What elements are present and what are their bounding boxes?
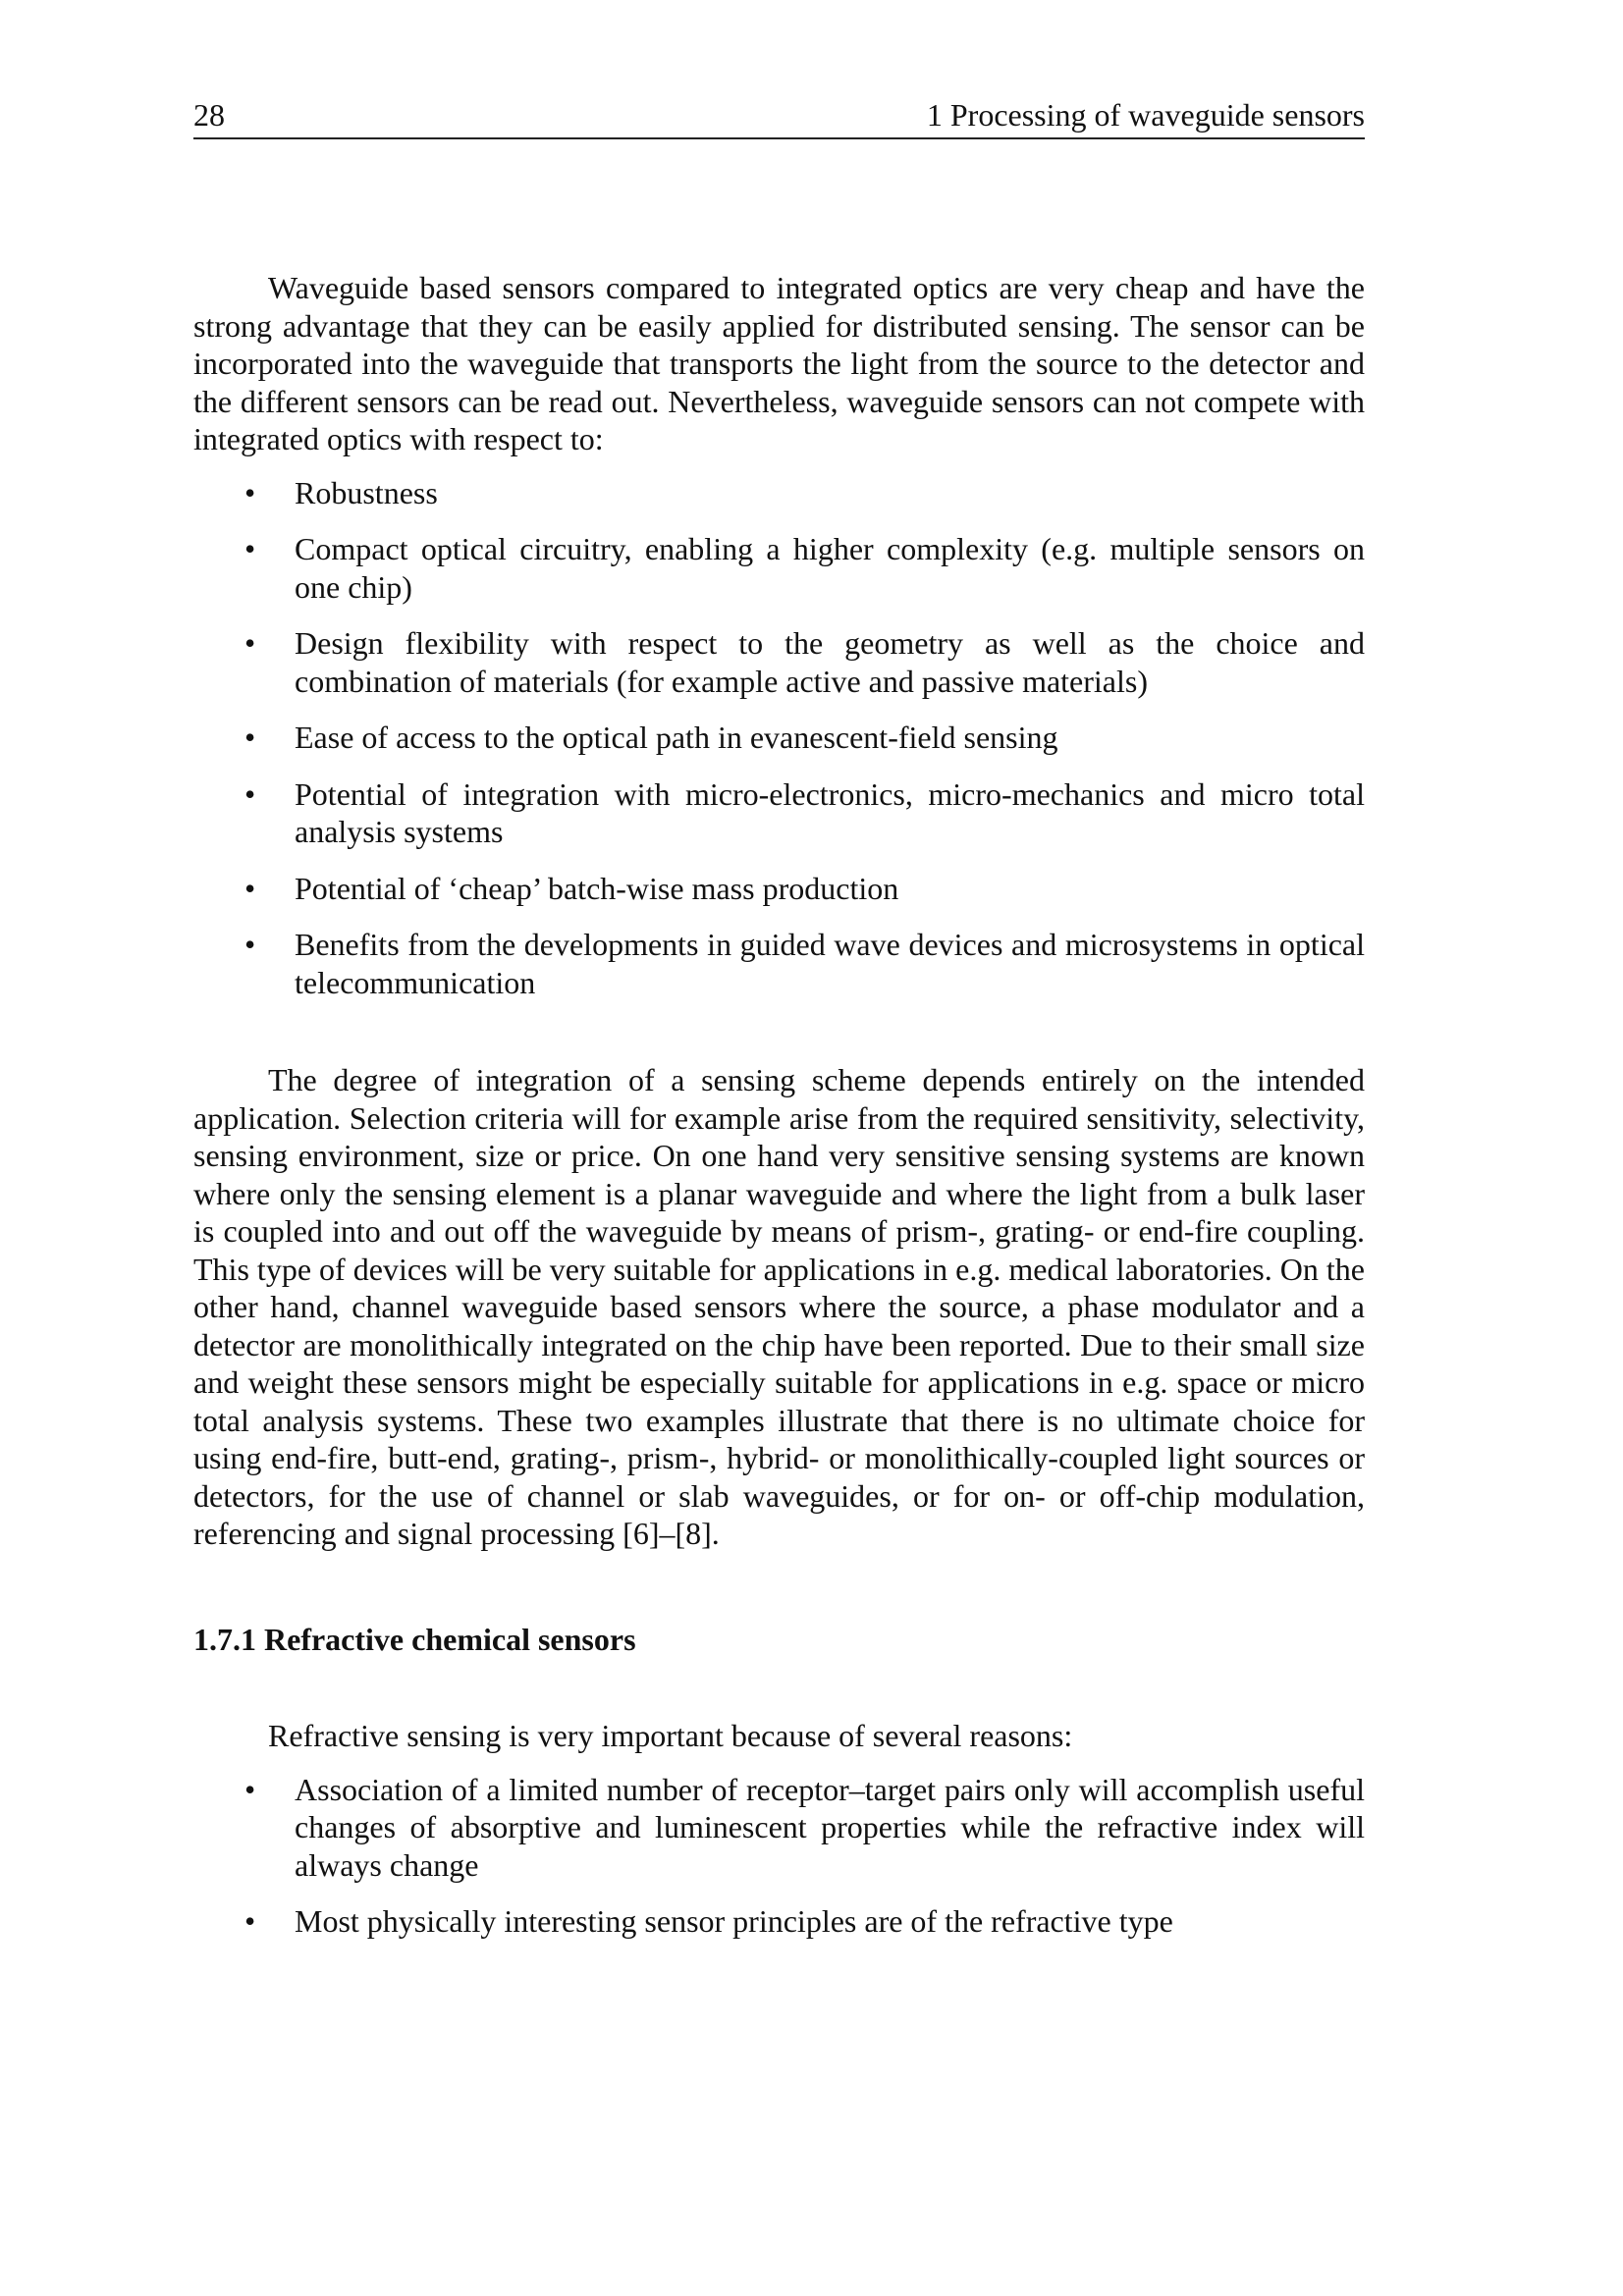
list-item xyxy=(193,1771,1365,1885)
bullet-icon: • xyxy=(244,474,256,510)
body-paragraph: The degree of integration of a sensing scheme depends entirely on the intended application. Selection criteria will for example arise from the required sensitivity, selectivity, sensing environment, size or price. On one hand very sensitive sensing systems are known where only the sensing element is a planar waveguide and where the light from a bulk laser is coupled into and out off the waveguide by means of prism-, grating- or end-fire coupling. This type of devices will be very suitable for applications in e.g. medical laboratories. On the other hand, channel waveguide based sensors where the source, a phase modulator and a detector are monolithically integrated on the chip have been reported. Due to their small size and weight these sensors might be especially suitable for applications in e.g. space or micro total analysis systems. These two examples illustrate that there is no ultimate choice for using end-fire, butt-end, grating-, prism-, hybrid- or monolithically-coupled light sources or detectors, for the use of channel or slab waveguides, or for on- or off-chip modulation, referencing and signal processing [6]–[8]. xyxy=(193,1062,1365,1551)
bullet-icon: • xyxy=(244,531,256,566)
list-item xyxy=(193,870,1365,908)
list-item-text: Most physically interesting sensor principles are of the refractive type xyxy=(295,1903,1173,1939)
bullet-icon: • xyxy=(244,775,256,812)
page-content xyxy=(193,269,1365,1959)
body-paragraph: Waveguide based sensors compared to integrated optics are very cheap and have the strong advantage that they can be easily applied for distributed sensing. The sensor can be incorporated into the waveguide that transports the light from the source to the detector and the different sensors can be read out. Nevertheless, waveguide sensors can not compete with integrated optics with respect to: xyxy=(193,270,1365,456)
list-item xyxy=(193,530,1365,606)
body-paragraph: Refractive sensing is very important because of several reasons: xyxy=(268,1718,1073,1753)
section-heading: 1.7.1 Refractive chemical sensors xyxy=(193,1621,636,1657)
bullet-icon: • xyxy=(244,870,256,906)
list-item xyxy=(193,775,1365,851)
running-head: 1 Processing of waveguide sensors xyxy=(926,97,1365,133)
list-item xyxy=(193,624,1365,700)
list-item-text: Potential of integration with micro-electronics, micro-mechanics and micro total analysis systems xyxy=(295,775,1365,849)
list-item xyxy=(193,474,1365,512)
list-item-text: Association of a limited number of receptor–target pairs only will accomplish useful changes of absorptive and luminescent properties while the refractive index will always change xyxy=(295,1771,1365,1883)
list-item-text: Compact optical circuitry, enabling a higher complexity (e.g. multiple sensors on one chip) xyxy=(295,531,1365,605)
advantages-list xyxy=(193,474,1365,1002)
list-item xyxy=(193,1902,1365,1941)
list-item-text: Benefits from the developments in guided wave devices and microsystems in optical telecommunication xyxy=(295,927,1365,1000)
list-item xyxy=(193,926,1365,1001)
reasons-list xyxy=(193,1771,1365,1941)
bullet-icon: • xyxy=(244,1771,256,1807)
bullet-icon: • xyxy=(244,927,256,962)
list-item-text: Design flexibility with respect to the geometry as well as the choice and combination of materials (for example active and passive materials) xyxy=(295,625,1365,699)
list-item-text: Potential of ‘cheap’ batch-wise mass production xyxy=(295,870,899,906)
bullet-icon: • xyxy=(244,720,256,755)
list-item-text: Robustness xyxy=(295,474,438,510)
bullet-icon: • xyxy=(244,625,256,661)
bullet-icon: • xyxy=(244,1903,256,1939)
list-item xyxy=(193,719,1365,757)
list-item-text: Ease of access to the optical path in evanescent-field sensing xyxy=(295,720,1058,755)
page-header xyxy=(193,94,1365,139)
page-number: 28 xyxy=(193,97,225,133)
